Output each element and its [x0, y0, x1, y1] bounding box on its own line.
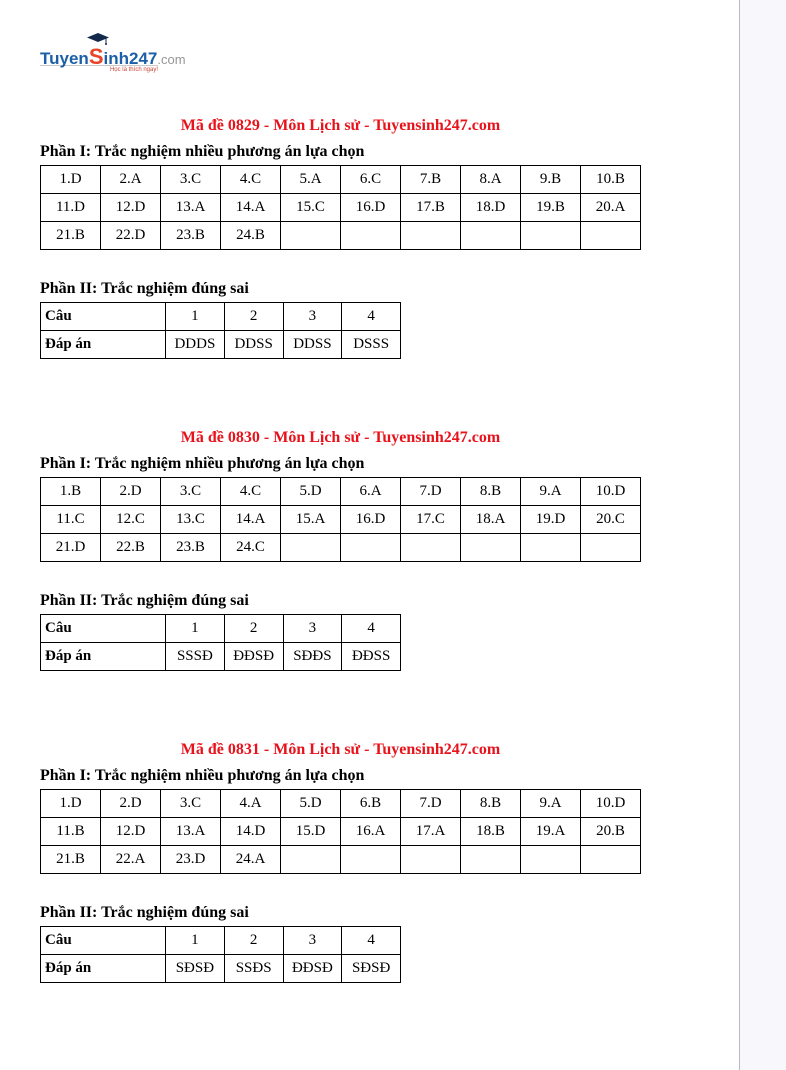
answer-cell [521, 534, 581, 562]
logo-tagline: Học là thích ngay! [40, 65, 158, 74]
answer-row [41, 166, 641, 194]
answer-row [41, 534, 641, 562]
answer-cell: 5.A [281, 166, 341, 194]
answer-cell [341, 534, 401, 562]
answer-cell: 11.C [41, 506, 101, 534]
part1-label: Phần I: Trắc nghiệm nhiều phương án lựa chọn [40, 143, 365, 160]
exam-code-title: Mã đề 0829 - Môn Lịch sử - Tuyensinh247.com [180, 117, 501, 134]
answer-value-cell: ĐĐSS [342, 643, 401, 671]
answer-cell: 17.A [401, 818, 461, 846]
question-number-cell: 3 [283, 303, 342, 331]
answer-cell: 5.D [281, 478, 341, 506]
answer-value-cell: DDDS [166, 331, 225, 359]
answer-row [41, 194, 641, 222]
question-number-cell: 4 [342, 927, 401, 955]
answer-cell [521, 222, 581, 250]
exam-code-title: Mã đề 0830 - Môn Lịch sử - Tuyensinh247.com [180, 429, 501, 446]
answer-value-cell: DDSS [224, 331, 283, 359]
answer-cell [461, 534, 521, 562]
answer-cell [401, 222, 461, 250]
exam-code-title: Mã đề 0831 - Môn Lịch sử - Tuyensinh247.com [180, 741, 501, 758]
answer-cell: 10.D [581, 478, 641, 506]
question-header-cell: Câu [41, 927, 166, 955]
question-number-cell: 4 [342, 303, 401, 331]
answer-cell: 16.A [341, 818, 401, 846]
answer-cell: 20.A [581, 194, 641, 222]
answer-cell [401, 846, 461, 874]
answer-row [41, 955, 401, 983]
answer-cell [461, 846, 521, 874]
answer-value-cell: ĐĐSĐ [283, 955, 342, 983]
answer-cell: 9.B [521, 166, 581, 194]
answer-cell: 2.A [101, 166, 161, 194]
answer-row [41, 222, 641, 250]
part2-label: Phần II: Trắc nghiệm đúng sai [40, 280, 249, 297]
answer-row [41, 331, 401, 359]
answer-cell [521, 846, 581, 874]
answer-cell: 12.D [101, 194, 161, 222]
answer-cell: 24.B [221, 222, 281, 250]
answer-cell: 14.A [221, 506, 281, 534]
answer-cell: 2.D [101, 790, 161, 818]
answer-cell: 19.A [521, 818, 581, 846]
answer-row [41, 790, 641, 818]
part1-label: Phần I: Trắc nghiệm nhiều phương án lựa chọn [40, 455, 365, 472]
part2-answer-table [40, 614, 401, 671]
answer-cell: 13.A [161, 194, 221, 222]
answer-cell: 17.C [401, 506, 461, 534]
tuyensinh247-logo [40, 36, 186, 80]
answer-cell: 7.D [401, 790, 461, 818]
answer-header-cell: Đáp án [41, 955, 166, 983]
answer-cell: 4.A [221, 790, 281, 818]
answer-cell: 8.A [461, 166, 521, 194]
question-number-cell: 2 [224, 303, 283, 331]
answer-cell: 6.A [341, 478, 401, 506]
answer-cell: 13.C [161, 506, 221, 534]
exam-section-0829 [40, 117, 641, 359]
answer-cell [461, 222, 521, 250]
part1-answer-table [40, 477, 641, 562]
question-number-cell: 3 [283, 927, 342, 955]
answer-cell: 1.D [41, 790, 101, 818]
question-number-cell: 3 [283, 615, 342, 643]
answer-cell: 18.B [461, 818, 521, 846]
answer-value-cell: SSSĐ [166, 643, 225, 671]
answer-value-cell: SĐSĐ [342, 955, 401, 983]
answer-value-cell: DDSS [283, 331, 342, 359]
question-number-cell: 2 [224, 927, 283, 955]
question-number-cell: 4 [342, 615, 401, 643]
answer-cell: 8.B [461, 478, 521, 506]
answer-cell [581, 534, 641, 562]
answer-value-cell: SĐĐS [283, 643, 342, 671]
answer-cell: 14.D [221, 818, 281, 846]
answer-row [41, 818, 641, 846]
answer-cell: 9.A [521, 790, 581, 818]
answer-cell: 3.C [161, 166, 221, 194]
answer-cell: 2.D [101, 478, 161, 506]
logo-text [40, 44, 186, 70]
answer-cell: 11.B [41, 818, 101, 846]
answer-row [41, 303, 401, 331]
part2-answer-table [40, 926, 401, 983]
answer-cell: 16.D [341, 194, 401, 222]
answer-cell: 1.D [41, 166, 101, 194]
answer-value-cell: ĐĐSĐ [224, 643, 283, 671]
answer-row [41, 846, 641, 874]
answer-cell: 8.B [461, 790, 521, 818]
part2-label: Phần II: Trắc nghiệm đúng sai [40, 592, 249, 609]
answer-cell: 17.B [401, 194, 461, 222]
answer-row [41, 615, 401, 643]
answer-cell: 22.B [101, 534, 161, 562]
answer-cell: 16.D [341, 506, 401, 534]
part1-label: Phần I: Trắc nghiệm nhiều phương án lựa chọn [40, 767, 365, 784]
question-number-cell: 1 [166, 303, 225, 331]
answer-cell [281, 534, 341, 562]
answer-cell: 19.D [521, 506, 581, 534]
part2-label: Phần II: Trắc nghiệm đúng sai [40, 904, 249, 921]
question-header-cell: Câu [41, 303, 166, 331]
answer-cell: 5.D [281, 790, 341, 818]
answer-cell: 21.B [41, 222, 101, 250]
answer-cell [401, 534, 461, 562]
answer-cell: 11.D [41, 194, 101, 222]
logo-text-s: S [88, 44, 104, 69]
answer-cell: 23.B [161, 222, 221, 250]
answer-header-cell: Đáp án [41, 643, 166, 671]
answer-cell: 20.B [581, 818, 641, 846]
answer-cell: 6.C [341, 166, 401, 194]
answer-cell: 3.C [161, 790, 221, 818]
answer-value-cell: SĐSĐ [166, 955, 225, 983]
answer-row [41, 643, 401, 671]
answer-cell: 6.B [341, 790, 401, 818]
part1-answer-table [40, 165, 641, 250]
answer-row [41, 927, 401, 955]
answer-cell [581, 222, 641, 250]
answer-cell: 23.B [161, 534, 221, 562]
answer-cell: 13.A [161, 818, 221, 846]
answer-cell [341, 222, 401, 250]
exam-section-0831 [40, 741, 641, 983]
answer-cell: 12.D [101, 818, 161, 846]
answer-cell: 7.D [401, 478, 461, 506]
answer-cell: 18.A [461, 506, 521, 534]
answer-value-cell: DSSS [342, 331, 401, 359]
part1-answer-table [40, 789, 641, 874]
question-header-cell: Câu [41, 615, 166, 643]
answer-cell: 15.C [281, 194, 341, 222]
answer-cell [581, 846, 641, 874]
answer-header-cell: Đáp án [41, 331, 166, 359]
answer-cell [341, 846, 401, 874]
answer-row [41, 478, 641, 506]
answer-cell: 10.D [581, 790, 641, 818]
answer-cell: 3.C [161, 478, 221, 506]
question-number-cell: 1 [166, 615, 225, 643]
answer-cell: 10.B [581, 166, 641, 194]
answer-cell: 4.C [221, 166, 281, 194]
answer-cell: 21.D [41, 534, 101, 562]
answer-cell: 1.B [41, 478, 101, 506]
logo-text-dotcom: .com [157, 52, 186, 67]
answer-cell: 24.A [221, 846, 281, 874]
answer-cell [281, 846, 341, 874]
answer-cell: 19.B [521, 194, 581, 222]
answer-cell: 18.D [461, 194, 521, 222]
part2-answer-table [40, 302, 401, 359]
exam-section-0830 [40, 429, 641, 671]
logo-text-tuyen: Tuyen [40, 49, 89, 68]
answer-cell: 24.C [221, 534, 281, 562]
answer-cell: 15.A [281, 506, 341, 534]
answer-cell: 21.B [41, 846, 101, 874]
answer-cell: 20.C [581, 506, 641, 534]
question-number-cell: 2 [224, 615, 283, 643]
answer-row [41, 506, 641, 534]
answer-cell: 23.D [161, 846, 221, 874]
answer-cell: 22.D [101, 222, 161, 250]
answer-cell: 7.B [401, 166, 461, 194]
logo-text-inh247: inh247 [103, 49, 158, 68]
answer-cell: 4.C [221, 478, 281, 506]
answer-cell [281, 222, 341, 250]
question-number-cell: 1 [166, 927, 225, 955]
answer-cell: 12.C [101, 506, 161, 534]
answer-cell: 14.A [221, 194, 281, 222]
answer-value-cell: SSĐS [224, 955, 283, 983]
answer-cell: 22.A [101, 846, 161, 874]
answer-cell: 9.A [521, 478, 581, 506]
answer-cell: 15.D [281, 818, 341, 846]
